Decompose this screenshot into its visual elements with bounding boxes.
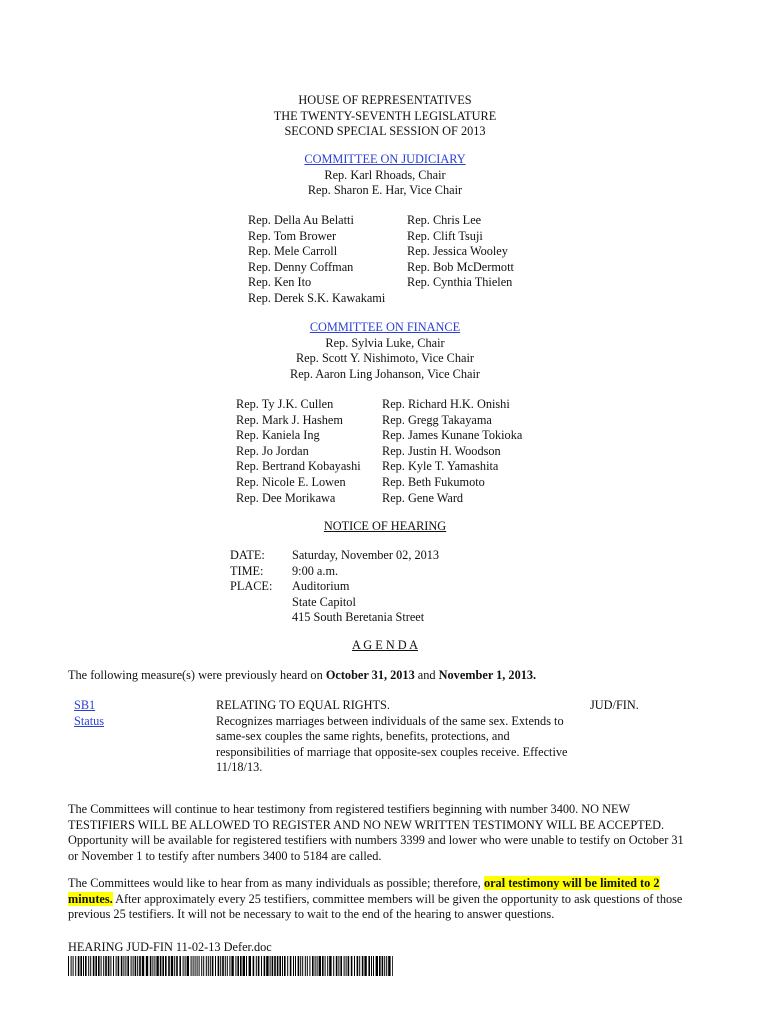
time-limit-highlight: oral testimony will be limited to 2 [483, 876, 660, 890]
member-name: Rep. Bob McDermott [407, 259, 514, 274]
hearing-values [292, 548, 439, 626]
judiciary-vice-chair: Rep. Sharon E. Har, Vice Chair [307, 183, 463, 198]
committee-finance-link[interactable]: COMMITTEE ON FINANCE [309, 320, 461, 334]
bill-title: RELATING TO EQUAL RIGHTS. [216, 698, 390, 712]
member-name: Rep. Mark J. Hashem [236, 412, 343, 427]
agenda-intro [68, 668, 708, 684]
bill-links [74, 698, 104, 729]
agenda-title-text: A G E N D A [352, 638, 418, 652]
paragraph2-line3: previous 25 testifiers. It will not be necessary to wait to the end of the hearing to answer questions. [68, 907, 555, 922]
document-header [0, 93, 770, 140]
finance-chair: Rep. Sylvia Luke, Chair [325, 335, 445, 350]
judiciary-chair: Rep. Karl Rhoads, Chair [324, 167, 446, 182]
time-limit-paragraph [68, 876, 728, 923]
member-name: Rep. Beth Fukumoto [382, 474, 485, 489]
agenda-intro-prefix: The following measure(s) were previously heard on [68, 668, 326, 682]
time-value: 9:00 a.m. [292, 563, 339, 578]
agenda-title [0, 638, 770, 654]
member-name: Rep. Justin H. Woodson [382, 443, 501, 458]
bill-referral: JUD/FIN. [590, 698, 639, 712]
member-name: Rep. Bertrand Kobayashi [236, 459, 361, 474]
bill-description-line: same-sex couples the same rights, benefits, protections, and [216, 729, 510, 744]
member-name: Rep. Dee Morikawa [236, 490, 336, 505]
bill-sb1-link[interactable]: SB1 [74, 698, 96, 712]
finance-vice-chair-1: Rep. Scott Y. Nishimoto, Vice Chair [295, 351, 475, 366]
member-name: Rep. Cynthia Thielen [407, 275, 513, 290]
member-name: Rep. Tom Brower [248, 228, 337, 243]
paragraph2-line1-prefix: The Committees would like to hear from as many individuals as possible; therefore, [68, 876, 484, 890]
finance-vice-chair-2: Rep. Aaron Ling Johanson, Vice Chair [290, 366, 480, 381]
paragraph2-line2-rest: After approximately every 25 testifiers, committee members will be given the opportunity to ask questions of those [112, 891, 683, 906]
header-line-2: THE TWENTY-SEVENTH LEGISLATURE [273, 108, 497, 123]
finance-members-right [382, 397, 522, 506]
header-line-1: HOUSE OF REPRESENTATIVES [298, 93, 472, 107]
bill-status-link[interactable]: Status [74, 713, 105, 728]
member-name: Rep. Richard H.K. Onishi [382, 397, 510, 411]
bill-details [216, 698, 586, 776]
member-name: Rep. Chris Lee [407, 213, 482, 227]
hearing-labels [230, 548, 272, 595]
barcode-image [68, 956, 393, 976]
bill-description-line: Recognizes marriages between individuals of the same sex. Extends to [216, 713, 564, 728]
place-line: 415 South Beretania Street [292, 610, 425, 625]
paragraph-line: The Committees will continue to hear testimony from registered testifiers beginning with number 3400. NO NEW [68, 802, 631, 816]
paragraph-line: Opportunity will be available for registered testifiers with numbers 3399 and lower who were unable to testify on October 31 [68, 833, 684, 848]
member-name: Rep. Derek S.K. Kawakami [248, 290, 386, 305]
committee-judiciary-link[interactable]: COMMITTEE ON JUDICIARY [304, 152, 466, 166]
date-value: Saturday, November 02, 2013 [292, 548, 440, 562]
finance-members-left [236, 397, 361, 506]
time-limit-highlight-end: minutes. [68, 891, 113, 906]
member-name: Rep. Della Au Belatti [248, 213, 354, 227]
member-name: Rep. Jessica Wooley [407, 244, 508, 259]
paragraph-line: or November 1 to testify after numbers 3400 to 5184 are called. [68, 848, 382, 863]
member-name: Rep. Nicole E. Lowen [236, 474, 346, 489]
member-name: Rep. Jo Jordan [236, 443, 309, 458]
judiciary-members-left [248, 213, 385, 307]
judiciary-members-right [407, 213, 514, 291]
agenda-intro-date-1: October 31, 2013 [325, 668, 415, 682]
member-name: Rep. Gene Ward [382, 490, 464, 505]
member-name: Rep. Ty J.K. Cullen [236, 397, 334, 411]
judiciary-committee-header [0, 152, 770, 199]
paragraph-line: TESTIFIERS WILL BE ALLOWED TO REGISTER AND NO NEW WRITTEN TESTIMONY WILL BE ACCEPTED. [68, 817, 665, 832]
finance-committee-header [0, 320, 770, 382]
place-label: PLACE: [230, 579, 273, 594]
member-name: Rep. Mele Carroll [248, 244, 338, 259]
member-name: Rep. Kyle T. Yamashita [382, 459, 499, 474]
agenda-intro-and: and [414, 668, 439, 682]
notice-of-hearing-title [0, 519, 770, 535]
member-name: Rep. Kaniela Ing [236, 428, 320, 443]
testimony-paragraph [68, 802, 718, 864]
date-label: DATE: [230, 548, 265, 562]
agenda-intro-date-2: November 1, 2013. [438, 668, 537, 682]
footer-filename: HEARING JUD-FIN 11-02-13 Defer.doc [68, 940, 272, 954]
time-label: TIME: [230, 563, 264, 578]
member-name: Rep. Denny Coffman [248, 259, 354, 274]
bill-description-line: 11/18/13. [216, 760, 263, 775]
place-line: Auditorium [292, 579, 350, 594]
notice-title-text: NOTICE OF HEARING [323, 519, 447, 533]
place-line: State Capitol [292, 594, 356, 609]
member-name: Rep. Clift Tsuji [407, 228, 483, 243]
member-name: Rep. Ken Ito [248, 275, 312, 290]
bill-description-line: responsibilities of marriage that opposite-sex couples receive. Effective [216, 744, 568, 759]
member-name: Rep. James Kunane Tokioka [382, 428, 523, 443]
member-name: Rep. Gregg Takayama [382, 412, 492, 427]
header-line-3: SECOND SPECIAL SESSION OF 2013 [284, 124, 486, 139]
